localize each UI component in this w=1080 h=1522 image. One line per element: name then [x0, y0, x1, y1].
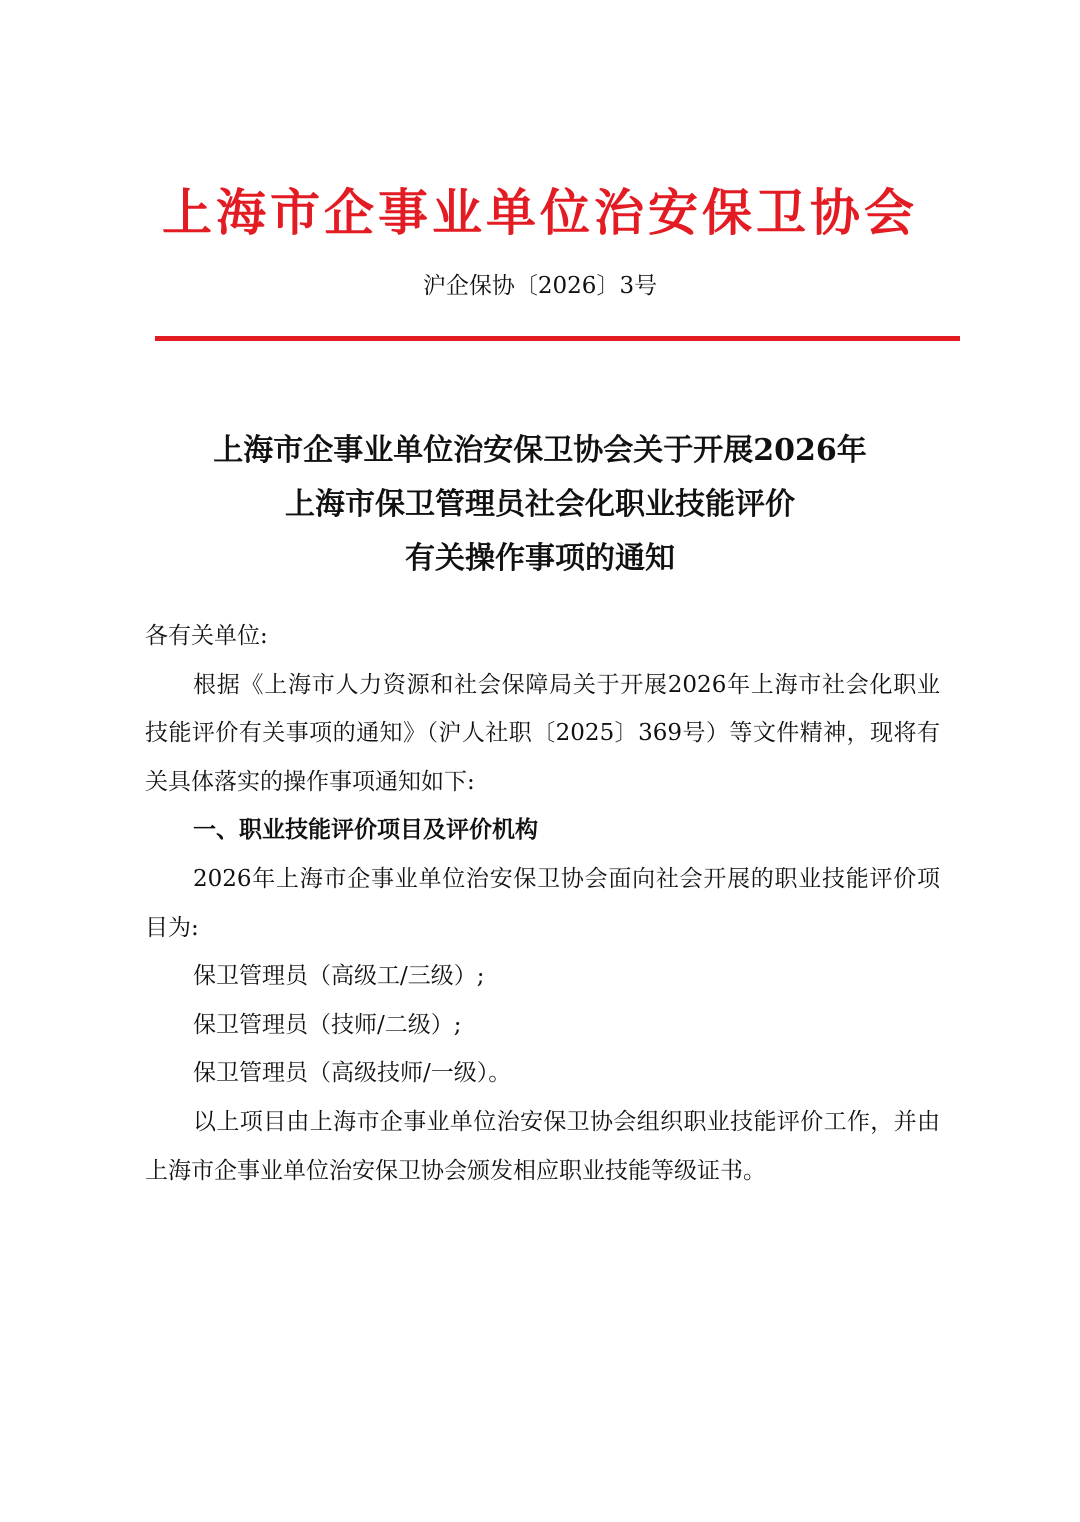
notice-body: [145, 612, 940, 1195]
letterhead-red-rule: [155, 336, 960, 341]
letterhead-org-name: 上海市企事业单位治安保卫协会: [162, 183, 918, 242]
title-line-1: 上海市企事业单位治安保卫协会关于开展2026年: [213, 433, 867, 468]
list-item: 保卫管理员（高级技师/一级）。: [193, 1060, 512, 1087]
document-number: 沪企保协〔2026〕3号: [422, 273, 658, 299]
section-1-intro: 2026年上海市企事业单位治安保卫协会面向社会开展的职业技能评价项目为:: [145, 865, 940, 941]
notice-title: [0, 424, 1080, 586]
salutation: 各有关单位:: [145, 623, 268, 649]
list-item: 保卫管理员（技师/二级）;: [193, 1011, 462, 1038]
title-line-2: 上海市保卫管理员社会化职业技能评价: [285, 487, 795, 522]
list-item: 保卫管理员（高级工/三级）;: [193, 963, 485, 990]
title-line-3: 有关操作事项的通知: [405, 541, 675, 576]
closing-paragraph: 以上项目由上海市企事业单位治安保卫协会组织职业技能评价工作，并由上海市企事业单位治安保卫协会颁发相应职业技能等级证书。: [145, 1108, 940, 1184]
intro-paragraph: 根据《上海市人力资源和社会保障局关于开展2026年上海市社会化职业技能评价有关事项的通知》（沪人社职〔2025〕369号）等文件精神，现将有关具体落实的操作事项通知如下:: [145, 671, 940, 795]
section-1-heading: 一、职业技能评价项目及评价机构: [193, 816, 538, 844]
